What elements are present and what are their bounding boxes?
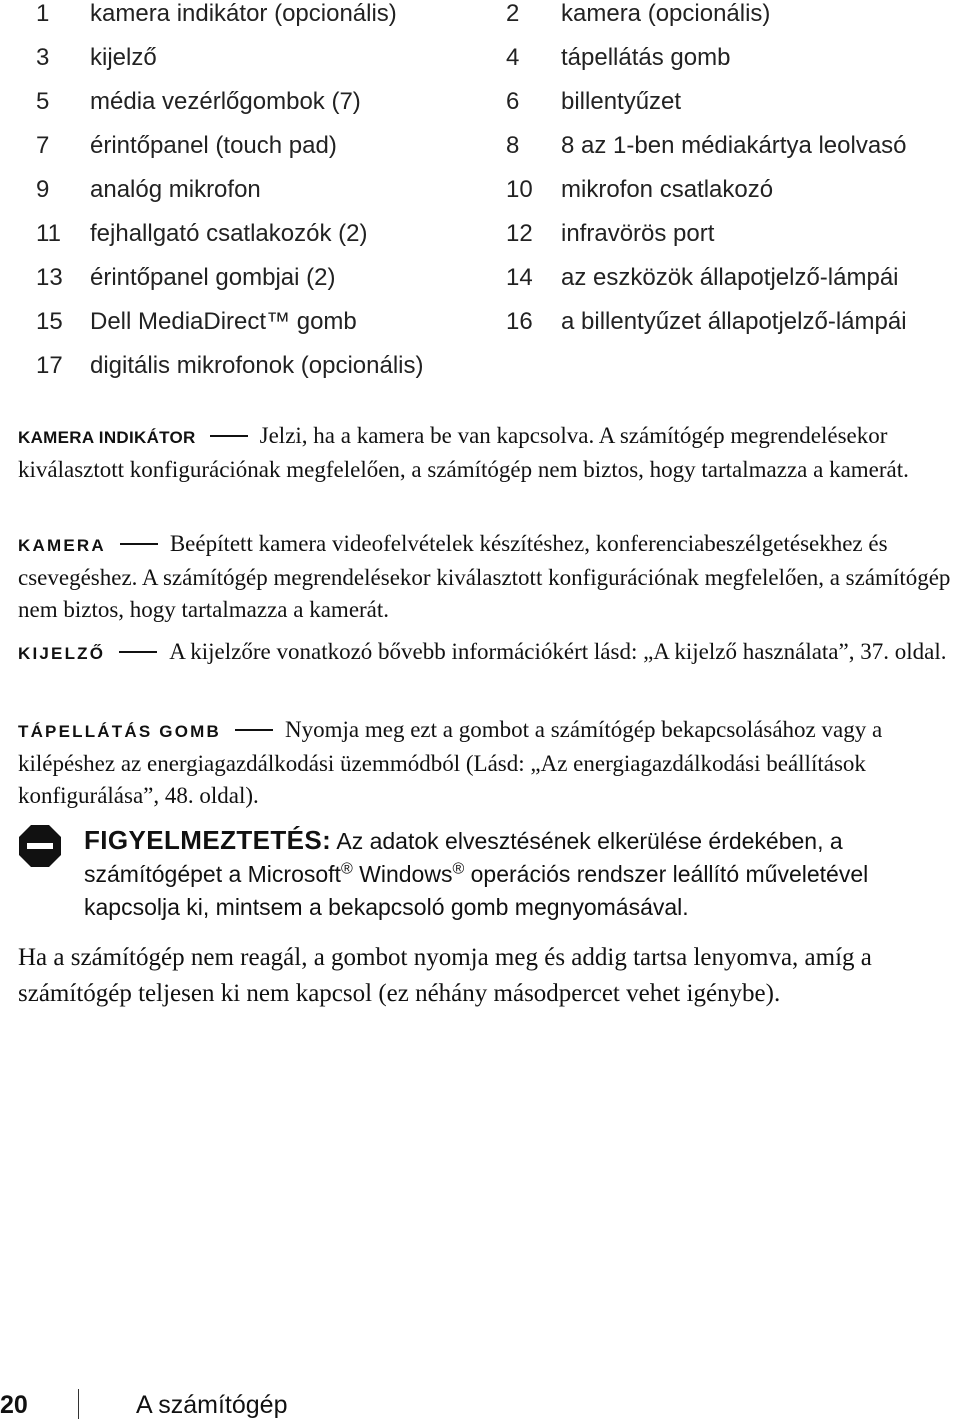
definition-term: TÁPELLÁTÁS GOMB (18, 722, 221, 741)
page-number: 20 (0, 1391, 28, 1419)
legend-label: billentyűzet (561, 88, 682, 115)
section-title: A számítógép (136, 1391, 288, 1419)
notice-body-2: Windows (352, 861, 453, 887)
legend-number: 2 (506, 0, 520, 27)
legend-number: 6 (506, 88, 520, 115)
legend-row (36, 132, 956, 176)
definition-text: Beépített kamera videofelvételek készítéshez, konferenciabeszélgetésekhez és csevegéshez. A számítógép megrendelésekor kiválasztott konfigurációnak megfelelően, a számítógép nem biztos, hogy tartalmazza a kamerát. (18, 531, 951, 622)
em-dash (210, 435, 248, 437)
definition-camera (18, 528, 956, 626)
legend-row (36, 220, 956, 264)
legend-label: az eszközök állapotjelző-lámpái (561, 264, 899, 291)
legend-row (36, 308, 956, 352)
legend-number: 4 (506, 44, 520, 71)
legend-number: 12 (506, 220, 533, 247)
legend-number: 5 (36, 88, 50, 115)
legend-label: Dell MediaDirect™ gomb (90, 308, 357, 335)
legend-number: 15 (36, 308, 63, 335)
definition-camera-indicator (18, 420, 956, 486)
definition-text: Nyomja meg ezt a gombot a számítógép bekapcsolásához vagy a kilépéshez az energiagazdálkodási üzemmódból (Lásd: „Az energiagazdálkodási beállítások konfigurálása”, 48. oldal). (18, 717, 883, 808)
definition-term: KIJELZŐ (18, 644, 106, 663)
notice-body-3: operációs rendszer leállító műveletével kapcsolja ki, mintsem a bekapcsoló gomb megnyomásával. (84, 861, 869, 920)
definition-term: KAMERA INDIKÁTOR (18, 428, 196, 447)
legend-number: 16 (506, 308, 533, 335)
legend-number: 10 (506, 176, 533, 203)
legend-label: infravörös port (561, 220, 715, 247)
definition-display (18, 636, 956, 670)
legend-label: a billentyűzet állapotjelző-lámpái (561, 308, 907, 335)
legend-row (36, 0, 956, 44)
legend-label: analóg mikrofon (90, 176, 261, 203)
legend-number: 17 (36, 352, 63, 379)
legend-label: kamera (opcionális) (561, 0, 771, 27)
legend-label: digitális mikrofonok (opcionális) (90, 352, 424, 379)
legend-number: 11 (36, 220, 61, 247)
page-footer (0, 1385, 960, 1423)
legend-label: érintőpanel (touch pad) (90, 132, 337, 159)
legend-row (36, 88, 956, 132)
legend-number: 7 (36, 132, 50, 159)
notice-body-1: Az adatok elvesztésének elkerülése érdekében, a számítógépet a Microsoft (84, 828, 843, 887)
legend-row (36, 176, 956, 220)
legend-label: fejhallgató csatlakozók (2) (90, 220, 368, 247)
legend-row (36, 44, 956, 88)
notice-box (18, 820, 956, 930)
legend-label: tápellátás gomb (561, 44, 731, 71)
notice-heading: FIGYELMEZTETÉS: (84, 825, 332, 855)
body-paragraph: Ha a számítógép nem reagál, a gombot nyomja meg és addig tartsa lenyomva, amíg a számítógép teljesen ki nem kapcsol (ez néhány másodpercet vehet igénybe). (18, 944, 872, 1007)
legend-number: 14 (506, 264, 533, 291)
footer-divider (78, 1389, 79, 1419)
legend-label: érintőpanel gombjai (2) (90, 264, 336, 291)
legend-label: média vezérlőgombok (7) (90, 88, 361, 115)
legend-label: kamera indikátor (opcionális) (90, 0, 397, 27)
legend-number: 1 (36, 0, 50, 27)
legend-label: mikrofon csatlakozó (561, 176, 774, 203)
legend-number: 13 (36, 264, 63, 291)
registered-mark: ® (452, 860, 465, 878)
legend-number: 8 (506, 132, 520, 159)
em-dash (120, 543, 158, 545)
notice-text (84, 824, 956, 924)
legend-row (36, 264, 956, 308)
definition-term: KAMERA (18, 536, 106, 555)
legend-row (36, 352, 956, 396)
notice-stop-icon (18, 824, 62, 868)
em-dash (235, 729, 273, 731)
legend-label: kijelző (90, 44, 157, 71)
registered-mark: ® (340, 860, 353, 878)
legend-number: 3 (36, 44, 50, 71)
legend-number: 9 (36, 176, 50, 203)
em-dash (119, 651, 157, 653)
legend-label: 8 az 1-ben médiakártya leolvasó (561, 132, 907, 159)
definition-power-button (18, 714, 956, 812)
definition-text: A kijelzőre vonatkozó bővebb információkért lásd: „A kijelző használata”, 37. oldal. (169, 639, 947, 664)
definition-text: Jelzi, ha a kamera be van kapcsolva. A számítógép megrendelésekor kiválasztott konfigurációnak megfelelően, a számítógép nem biztos, hogy tartalmazza a kamerát. (18, 423, 909, 482)
